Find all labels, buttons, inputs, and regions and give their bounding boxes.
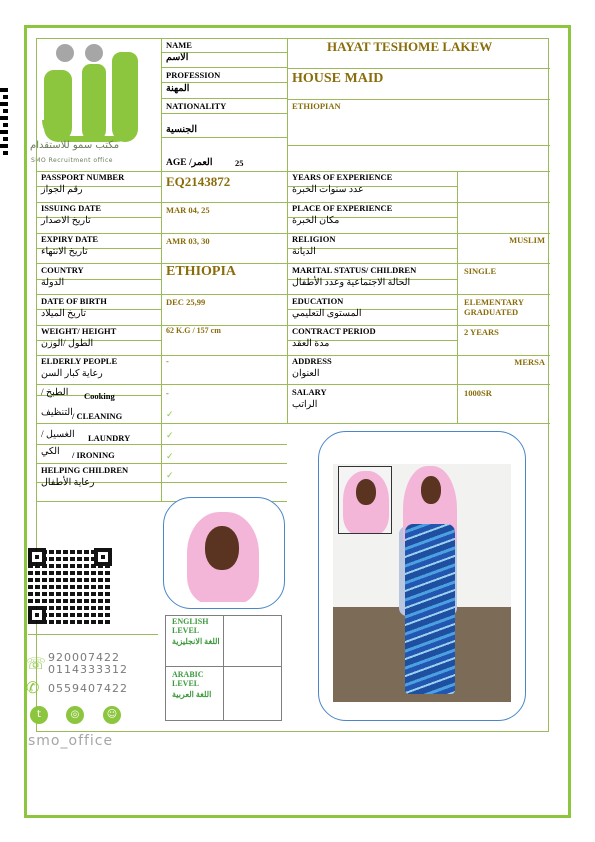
ironing-label: / IRONING bbox=[72, 450, 115, 460]
snapchat-icon[interactable]: ☺ bbox=[103, 706, 121, 724]
contact-divider bbox=[28, 634, 158, 635]
brand-english-name: SMO Recruitment office bbox=[31, 157, 113, 164]
name-label: NAME bbox=[166, 40, 192, 50]
english-level-label: ENGLISH LEVEL bbox=[172, 617, 209, 635]
passport-label-ar: رقم الجواز bbox=[41, 185, 83, 195]
cleaning-label-ar: التنظيف bbox=[41, 408, 73, 418]
experience-label: YEARS OF EXPERIENCE bbox=[292, 172, 393, 182]
country-label: COUNTRY bbox=[41, 265, 84, 275]
profession-label: PROFESSION bbox=[166, 70, 221, 80]
religion-value: MUSLIM bbox=[509, 235, 545, 245]
phone-number-2[interactable]: 0114333312 bbox=[48, 663, 128, 676]
english-level-label-ar: اللغة الانجليزية bbox=[172, 637, 220, 646]
age-value: 25 bbox=[235, 158, 244, 168]
social-handle[interactable]: smo_office bbox=[28, 733, 114, 749]
education-label: EDUCATION bbox=[292, 296, 344, 306]
address-value: MERSA bbox=[514, 357, 545, 367]
phone-icon: ☏ bbox=[26, 654, 47, 673]
elderly-value: - bbox=[166, 356, 169, 366]
country-value: ETHIOPIA bbox=[166, 264, 237, 279]
country-label-ar: الدولة bbox=[41, 278, 65, 288]
laundry-label-ar: الغسيل / bbox=[41, 430, 75, 440]
weight-value: 62 K.G / 157 cm bbox=[166, 326, 221, 335]
inset-headshot bbox=[338, 466, 392, 534]
marital-label-ar: الحالة الاجتماعية وعدد الأطفال bbox=[292, 278, 411, 288]
dob-label: DATE OF BIRTH bbox=[41, 296, 107, 306]
expiry-label-ar: تاريخ الانتهاء bbox=[41, 247, 88, 257]
weight-label-ar: الطول /الوزن bbox=[41, 339, 94, 349]
whatsapp-number[interactable]: 0559407422 bbox=[48, 682, 128, 695]
place-label: PLACE OF EXPERIENCE bbox=[292, 203, 393, 213]
elderly-label: ELDERLY PEOPLE bbox=[41, 356, 118, 366]
nationality-label: NATIONALITY bbox=[166, 101, 227, 111]
laundry-label: LAUNDRY bbox=[88, 433, 131, 443]
profession-label-ar: المهنة bbox=[166, 84, 190, 94]
instagram-icon[interactable]: ◎ bbox=[66, 706, 84, 724]
experience-label-ar: عدد سنوات الخبرة bbox=[292, 185, 364, 195]
expiry-label: EXPIRY DATE bbox=[41, 234, 99, 244]
twitter-icon[interactable]: t bbox=[30, 706, 48, 724]
cooking-value: - bbox=[166, 388, 169, 398]
marital-label: MARITAL STATUS/ CHILDREN bbox=[292, 265, 417, 275]
expiry-value: AMR 03, 30 bbox=[166, 236, 210, 246]
side-barcode bbox=[0, 88, 10, 158]
religion-label: RELIGION bbox=[292, 234, 336, 244]
profession-value: HOUSE MAID bbox=[292, 71, 384, 86]
contract-label-ar: مدة العقد bbox=[292, 339, 330, 349]
age-label: العمر/ AGE bbox=[166, 158, 213, 168]
nationality-label-ar: الجنسية bbox=[166, 125, 197, 135]
helping-label-ar: رعاية الأطفال bbox=[41, 478, 95, 488]
arabic-level-label: ARABIC LEVEL bbox=[172, 670, 204, 688]
passport-label: PASSPORT NUMBER bbox=[41, 172, 125, 182]
name-value: HAYAT TESHOME LAKEW bbox=[327, 39, 493, 54]
headshot-photo bbox=[185, 512, 261, 602]
cooking-label: Cooking bbox=[84, 391, 115, 401]
laundry-value: ✓ bbox=[166, 430, 174, 440]
education-value: ELEMENTARY GRADUATED bbox=[464, 297, 524, 317]
contract-value: 2 YEARS bbox=[464, 327, 499, 337]
phone-number-1[interactable]: 920007422 bbox=[48, 651, 120, 664]
qr-code-icon[interactable] bbox=[28, 548, 112, 624]
religion-label-ar: الديانة bbox=[292, 247, 316, 257]
education-label-ar: المستوى التعليمي bbox=[292, 309, 362, 319]
passport-value: EQ2143872 bbox=[166, 174, 231, 189]
issuing-label: ISSUING DATE bbox=[41, 203, 102, 213]
nationality-value: ETHIOPIAN bbox=[292, 101, 341, 111]
dob-value: DEC 25,99 bbox=[166, 297, 206, 307]
salary-value: 1000SR bbox=[464, 388, 492, 398]
helping-label: HELPING CHILDREN bbox=[41, 465, 129, 475]
marital-value: SINGLE bbox=[464, 266, 497, 276]
salary-label-ar: الراتب bbox=[292, 400, 318, 410]
salary-label: SALARY bbox=[292, 387, 327, 397]
ironing-value: ✓ bbox=[166, 451, 174, 461]
place-label-ar: مكان الخبرة bbox=[292, 216, 340, 226]
dob-label-ar: تاريخ الميلاد bbox=[41, 309, 87, 319]
name-label-ar: الاسم bbox=[166, 53, 189, 63]
cooking-label-ar: الطبخ / bbox=[41, 388, 69, 398]
full-body-photo bbox=[333, 464, 511, 702]
contract-label: CONTRACT PERIOD bbox=[292, 326, 376, 336]
weight-label: WEIGHT/ HEIGHT bbox=[41, 326, 117, 336]
arabic-level-label-ar: اللغة العربية bbox=[172, 690, 212, 699]
cleaning-label: / CLEANING bbox=[72, 411, 123, 421]
cleaning-value: ✓ bbox=[166, 409, 174, 419]
issuing-value: MAR 04, 25 bbox=[166, 205, 210, 215]
address-label-ar: العنوان bbox=[292, 369, 320, 379]
brand-arabic-name: مكتب سمو للاستقدام bbox=[30, 140, 120, 151]
ironing-label-ar: الكي bbox=[41, 447, 60, 457]
helping-value: ✓ bbox=[166, 470, 174, 480]
address-label: ADDRESS bbox=[292, 356, 332, 366]
issuing-label-ar: تاريخ الاصدار bbox=[41, 216, 91, 226]
elderly-label-ar: رعاية كبار السن bbox=[41, 369, 103, 379]
whatsapp-icon: ✆ bbox=[26, 678, 40, 697]
